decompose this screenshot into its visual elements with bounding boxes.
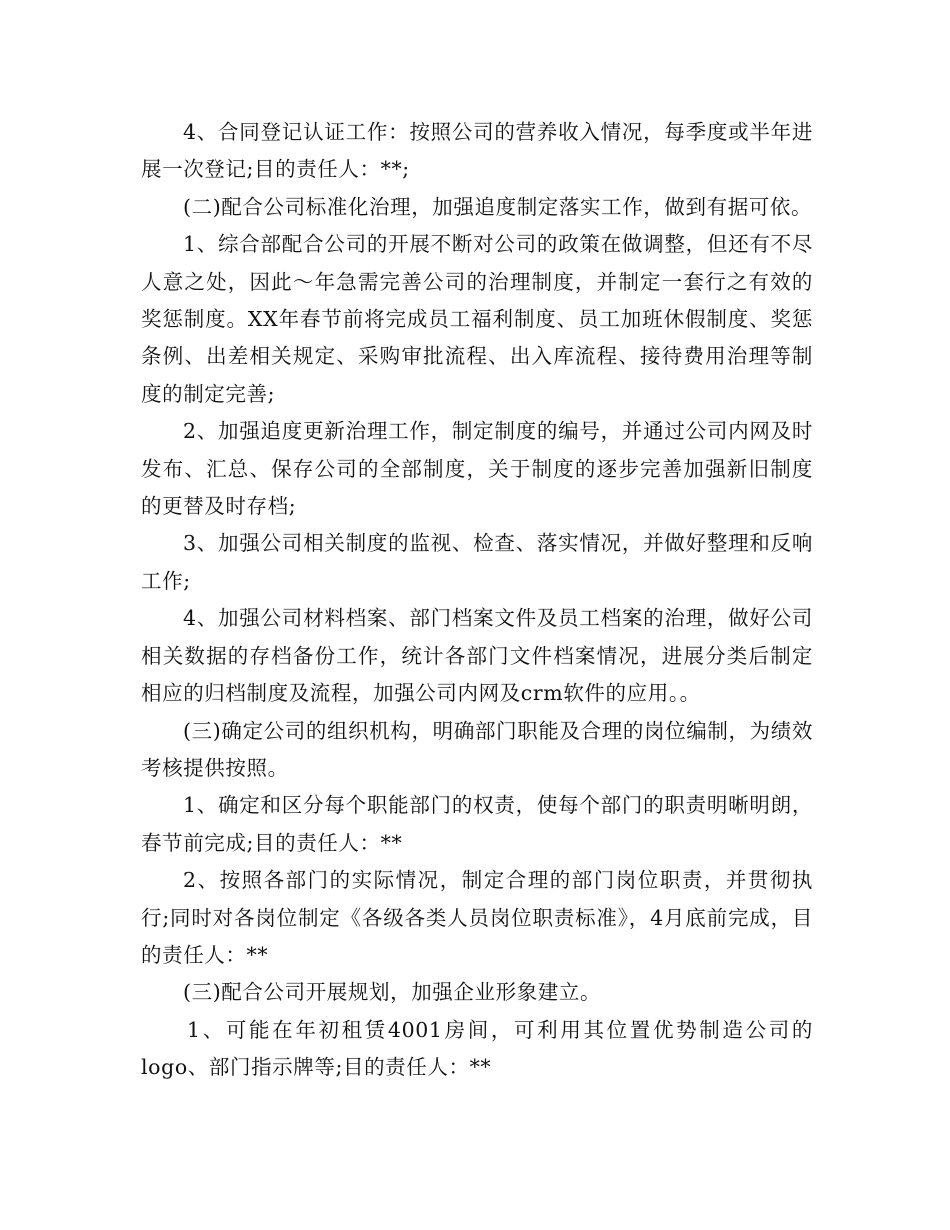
section-heading-standardization: (二)配合公司标准化治理，加强追度制定落实工作，做到有据可依。 xyxy=(183,194,813,219)
paragraph-archives: 4、加强公司材料档案、部门档案文件及员工档案的治理，做好公司相关数据的存档备份工作，统计各部门文件档案情况，进展分类后制定相应的归档制度及流程，加强公司内网及crm软件的应用。。 xyxy=(141,606,813,706)
paragraph-responsibilities: 1、确定和区分每个职能部门的权责，使每个部门的职责明晰明朗，春节前完成;目的责任人：** xyxy=(141,793,813,855)
paragraph-management-system: 1、综合部配合公司的开展不断对公司的政策在做调整，但还有不尽人意之处，因此～年急需完善公司的治理制度，并制定一套行之有效的奖惩制度。XX年春节前将完成员工福利制度、员工加班休假制度、奖惩条例、出差相关规定、采购审批流程、出入库流程、接待费用治理等制度的制定完善; xyxy=(141,232,813,406)
paragraph-supervision: 3、加强公司相关制度的监视、检查、落实情况，并做好整理和反响工作; xyxy=(141,531,813,593)
paragraph-contract-registration: 4、合同登记认证工作：按照公司的营养收入情况，每季度或半年进展一次登记;目的责任人：**; xyxy=(141,120,813,182)
document-body xyxy=(141,114,813,1087)
section-heading-organization: (三)确定公司的组织机构，明确部门职能及合理的岗位编制，为绩效考核提供按照。 xyxy=(141,718,813,780)
section-heading-corporate-image: (三)配合公司开展规划，加强企业形象建立。 xyxy=(183,980,602,1005)
paragraph-job-duties: 2、按照各部门的实际情况，制定合理的部门岗位职责，并贯彻执行;同时对各岗位制定《各级各类人员岗位职责标准》，4月底前完成，目的责任人：** xyxy=(141,868,813,967)
paragraph-office-rental: 1、可能在年初租赁4001房间，可利用其位置优势制造公司的logo、部门指示牌等;目的责任人：** xyxy=(141,1017,813,1080)
paragraph-system-update: 2、加强追度更新治理工作，制定制度的编号，并通过公司内网及时发布、汇总、保存公司的全部制度，关于制度的逐步完善加强新旧制度的更替及时存档; xyxy=(141,419,813,519)
